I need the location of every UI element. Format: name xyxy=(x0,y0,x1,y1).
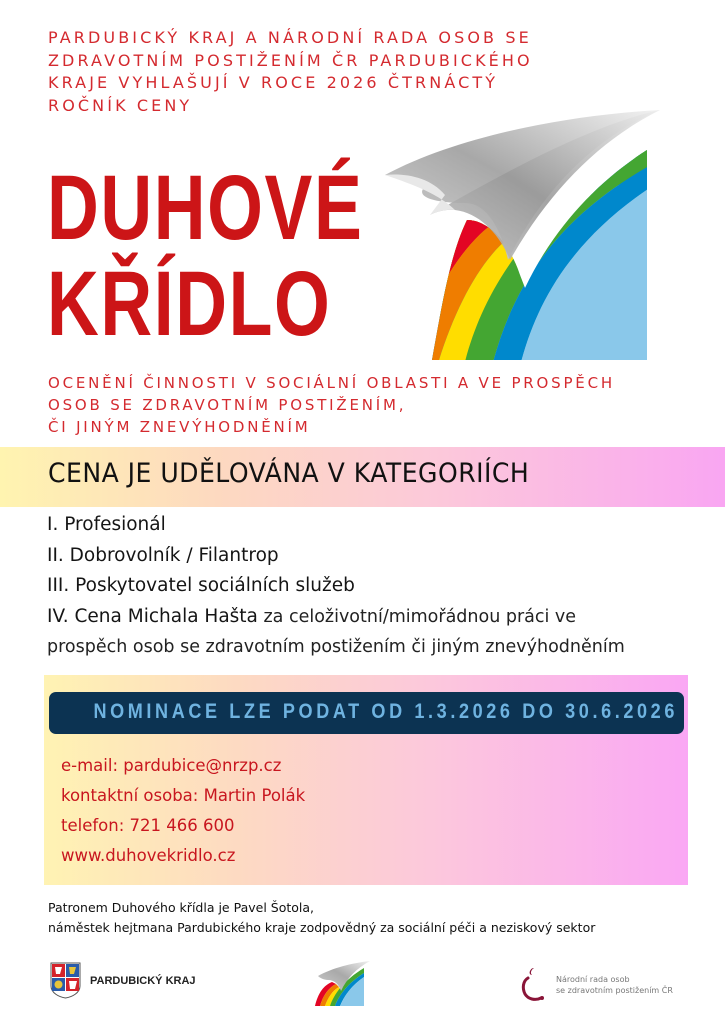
patron-line-1: Patronem Duhového křídla je Pavel Šotola, xyxy=(48,900,314,915)
category-item-title: IV. Cena Michala Hašta xyxy=(47,605,258,627)
intro-line: KRAJE VYHLAŠUJÍ V ROCE 2026 ČTRNÁCTÝ xyxy=(48,73,499,92)
nrzp-line-1: Národní rada osob xyxy=(556,975,630,984)
nrzp-line-2: se zdravotním postižením ČR xyxy=(556,986,673,995)
duhove-kridlo-small-logo-icon xyxy=(312,958,372,1008)
contact-phone: telefon: 721 466 600 xyxy=(61,816,235,835)
nomination-dates: NOMINACE LZE PODAT OD 1.3.2026 DO 30.6.2026 xyxy=(93,700,679,723)
nrzp-mark-icon xyxy=(520,966,546,1004)
patron-note xyxy=(48,898,595,938)
category-item: III. Poskytovatel sociálních služeb xyxy=(47,575,355,596)
subtitle-line: ČI JINÝM ZNEVÝHODNĚNÍM xyxy=(48,418,311,436)
category-item: II. Dobrovolník / Filantrop xyxy=(47,544,279,566)
nomination-banner xyxy=(49,692,684,734)
categories-heading: CENA JE UDĚLOVÁNA V KATEGORIÍCH xyxy=(48,458,530,489)
category-item-desc: za celoživotní/mimořádnou práci ve xyxy=(257,606,577,627)
subtitle-line: OCENĚNÍ ČINNOSTI V SOCIÁLNÍ OBLASTI A VE PROSPĚCH xyxy=(48,374,615,392)
contact-person: kontaktní osoba: Martin Polák xyxy=(61,786,306,805)
subtitle-line: OSOB SE ZDRAVOTNÍM POSTIŽENÍM, xyxy=(48,396,407,414)
nrzp-name xyxy=(556,974,673,996)
pardubicky-kraj-name: PARDUBICKÝ KRAJ xyxy=(90,974,196,987)
title-line-2: KŘÍDLO xyxy=(47,253,332,355)
category-item: I. Profesionál xyxy=(47,514,166,535)
coat-of-arms-icon xyxy=(50,962,81,999)
categories-list xyxy=(47,510,625,663)
intro-line: ZDRAVOTNÍM POSTIŽENÍM ČR PARDUBICKÉHO xyxy=(48,50,533,70)
category-item-desc-line2: prospěch osob se zdravotním postižením či jiným znevýhodněním xyxy=(47,637,625,657)
nrzp-logo xyxy=(520,966,673,1004)
intro-line: ROČNÍK CENY xyxy=(48,95,193,115)
pardubicky-kraj-logo xyxy=(50,962,196,999)
category-item xyxy=(47,602,625,633)
contact-email-link[interactable]: e-mail: pardubice@nrzp.cz xyxy=(61,756,282,775)
patron-line-2: náměstek hejtmana Pardubického kraje zodpovědný za sociální péči a neziskový sektor xyxy=(48,920,596,935)
website-link[interactable]: www.duhovekridlo.cz xyxy=(61,846,236,865)
page-title xyxy=(47,157,364,355)
categories-banner xyxy=(0,447,725,507)
subtitle xyxy=(48,372,688,438)
contact-details xyxy=(61,751,305,871)
title-line-1: DUHOVÉ xyxy=(47,157,364,259)
rainbow-wing-logo-icon xyxy=(370,95,670,370)
intro-line: PARDUBICKÝ KRAJ A NÁRODNÍ RADA OSOB SE xyxy=(48,28,532,47)
contact-box xyxy=(44,675,688,885)
